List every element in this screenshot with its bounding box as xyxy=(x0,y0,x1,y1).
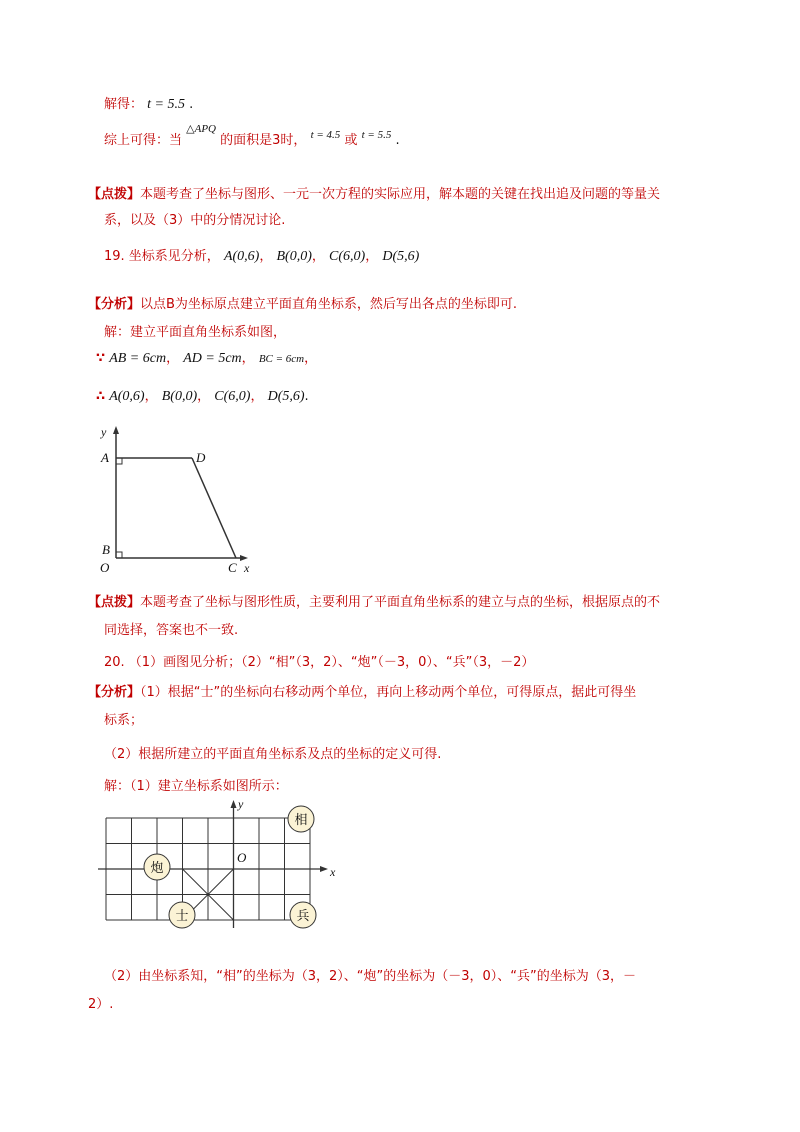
fig1-label-c: C xyxy=(228,560,237,575)
q19-c: C(6,0) xyxy=(329,249,366,264)
therefore-end: . xyxy=(304,389,309,404)
analysis-19-tag: 【分析】 xyxy=(88,297,141,312)
therefore-symbol: ∴ xyxy=(96,389,106,404)
fig1-label-d: D xyxy=(196,450,206,465)
fig2-label-y: y xyxy=(238,798,244,811)
solution-20-label xyxy=(104,778,288,796)
analysis-20-text-3: （2）根据所建立的平面直角坐标系及点的坐标的定义可得. xyxy=(104,747,442,762)
tip-1-tag: 【点拨】 xyxy=(88,187,141,202)
q19-sep-1: ， xyxy=(259,249,273,264)
fig1-label-a: A xyxy=(101,450,109,465)
segment-dc xyxy=(192,458,236,558)
therefore-sep-3: ， xyxy=(250,389,264,404)
analysis-20-tag: 【分析】 xyxy=(88,685,141,700)
analysis-20-line-3 xyxy=(104,746,441,764)
tip-2-text-1: 本题考查了坐标与图形性质，主要利用了平面直角坐标系的建立与点的坐标，根据原点的不 xyxy=(140,595,661,610)
therefore-sep-1: ， xyxy=(144,389,158,404)
q19-d: D(5,6) xyxy=(382,249,420,264)
analysis-20-text-1: （1）根据“士”的坐标向右移动两个单位，再向上移动两个单位，可得原点，据此可得坐 xyxy=(140,685,637,700)
q20-text: 20. （1）画图见分析；（2）“相”（3，2）、“炮”（－3，0）、“兵”（3，－2） xyxy=(104,655,535,670)
q19-sep-2: ， xyxy=(311,249,325,264)
tip-2-text-2: 同选择，答案也不一致. xyxy=(104,623,239,638)
because-sep-3: ， xyxy=(304,351,318,366)
tip-2-tag: 【点拨】 xyxy=(88,595,141,610)
question-19 xyxy=(104,248,419,266)
therefore-d: D(5,6) xyxy=(267,389,305,404)
solution-19-label xyxy=(104,324,286,342)
answer-20-line-2 xyxy=(88,996,113,1014)
piece-bing-label: 兵 xyxy=(296,909,310,924)
fig1-y-arrow xyxy=(113,426,119,434)
piece-pao xyxy=(144,854,170,880)
solve-line xyxy=(104,96,193,114)
bc-length: BC = 6cm xyxy=(258,353,305,365)
piece-xiang-label: 相 xyxy=(294,813,308,828)
question-20 xyxy=(104,654,534,672)
therefore-line xyxy=(96,388,309,406)
answer-20-text-1: （2）由坐标系知，“相”的坐标为（3，2）、“炮”的坐标为（－3，0）、“兵”的坐标为（3，－ xyxy=(104,969,637,984)
trapezoid-figure xyxy=(96,422,266,580)
tip-1-line-2 xyxy=(104,212,285,230)
summary-math-2: t = 5.5 xyxy=(361,129,392,141)
ad-length: AD = 5cm xyxy=(183,351,242,366)
q19-b: B(0,0) xyxy=(276,249,312,264)
fig1-label-o: O xyxy=(100,560,110,575)
solve-math: t = 5.5 xyxy=(147,97,185,112)
analysis-19-text: 以点B为坐标原点建立平面直角坐标系，然后写出各点的坐标即可. xyxy=(140,297,518,312)
analysis-20-line-1 xyxy=(88,684,636,702)
summary-end: . xyxy=(395,133,400,148)
answer-20-line-1 xyxy=(104,968,636,986)
therefore-a: A(0,6) xyxy=(109,389,145,404)
triangle-apq: △APQ xyxy=(186,123,216,135)
tip-2-line-1 xyxy=(88,594,660,612)
solve-label: 解得： xyxy=(104,97,144,112)
tip-1-text-1: 本题考查了坐标与图形、一元一次方程的实际应用，解本题的关键在找出追及问题的等量关 xyxy=(140,187,661,202)
q19-head: 19. 坐标系见分析， xyxy=(104,249,220,264)
because-sep-2: ， xyxy=(241,351,255,366)
piece-shi xyxy=(169,902,195,928)
q19-sep-3: ， xyxy=(365,249,379,264)
analysis-20-line-2 xyxy=(104,712,143,730)
fig2-label-o: O xyxy=(237,850,247,865)
fig2-y-arrow xyxy=(231,800,237,808)
right-angle-a xyxy=(116,458,122,464)
because-line xyxy=(96,350,317,368)
summary-or: 或 xyxy=(344,133,358,148)
summary-line xyxy=(104,123,400,150)
summary-math-1: t = 4.5 xyxy=(310,129,341,141)
fig2-label-x: x xyxy=(330,865,336,879)
therefore-sep-2: ， xyxy=(197,389,211,404)
analysis-19 xyxy=(88,296,517,314)
q19-a: A(0,6) xyxy=(223,249,260,264)
ab-length: AB = 6cm xyxy=(109,351,167,366)
piece-bing xyxy=(290,902,316,928)
solve-end: . xyxy=(189,97,194,112)
solution-19-label-text: 解：建立平面直角坐标系如图， xyxy=(104,325,287,340)
fig2-x-arrow xyxy=(320,866,328,872)
tip-2-line-2 xyxy=(104,622,238,640)
summary-label: 综上可得：当 xyxy=(104,133,183,148)
right-angle-b xyxy=(116,552,122,558)
piece-xiang xyxy=(288,806,314,832)
fig1-label-b: B xyxy=(102,542,110,557)
answer-20-text-2: 2）. xyxy=(88,997,114,1012)
piece-shi-label: 士 xyxy=(175,909,189,924)
chess-grid-figure xyxy=(96,798,346,938)
tip-1-text-2: 系，以及（3）中的分情况讨论. xyxy=(104,213,286,228)
because-sep-1: ， xyxy=(166,351,180,366)
tip-1-line-1 xyxy=(88,186,660,204)
fig1-label-y: y xyxy=(101,425,107,439)
therefore-b: B(0,0) xyxy=(161,389,198,404)
solution-20-label-text: 解：（1）建立坐标系如图所示： xyxy=(104,779,288,794)
piece-pao-label: 炮 xyxy=(150,861,164,876)
fig1-label-x: x xyxy=(244,561,250,575)
therefore-c: C(6,0) xyxy=(214,389,251,404)
summary-mid: 的面积是3时， xyxy=(220,133,307,148)
because-symbol: ∵ xyxy=(96,351,106,366)
analysis-20-text-2: 标系； xyxy=(104,713,144,728)
